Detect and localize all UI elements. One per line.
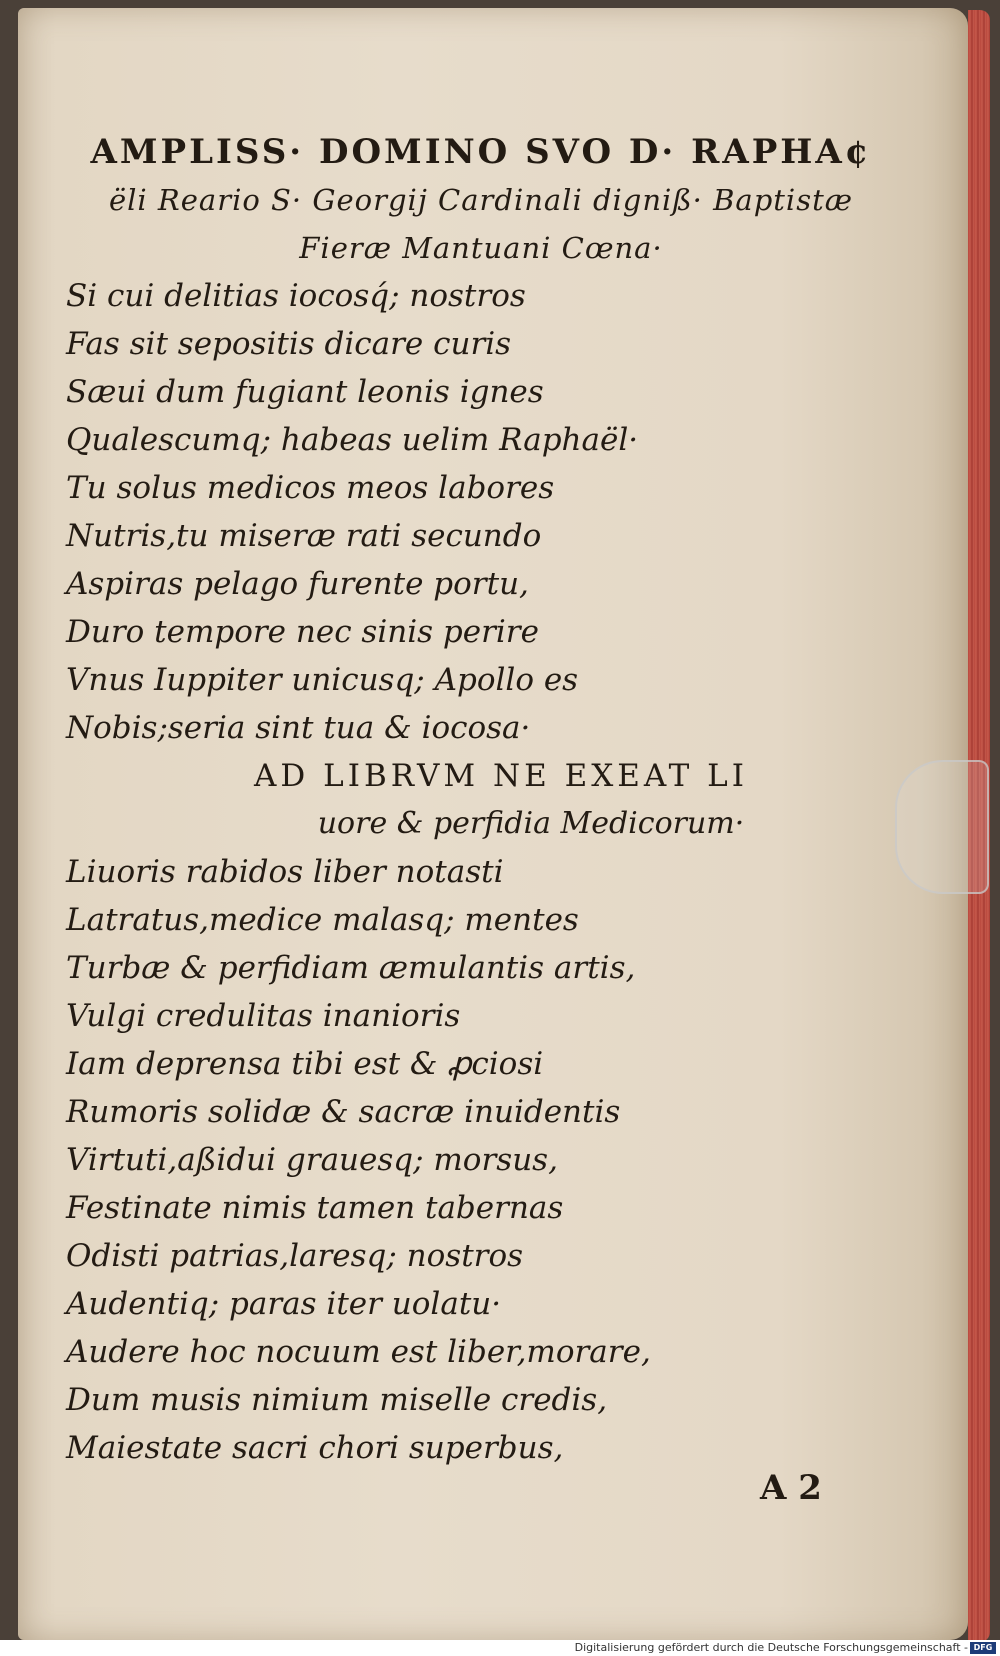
verse-line: Maiestate sacri chori superbus,: [66, 1430, 564, 1466]
verse-line: Dum musis nimium miselle credis,: [66, 1382, 608, 1418]
dedication-heading-line-2: ëli Reario S· Georgij Cardinali digniß· Baptistæ: [109, 183, 853, 217]
verse-line: Odisti patrias,laresq; nostros: [66, 1238, 524, 1274]
section-heading-line-1: AD LIBRVM NE EXEAT LI: [254, 758, 748, 794]
poem-ad-librum: [66, 848, 896, 1472]
verse-line: Duro tempore nec sinis perire: [66, 614, 539, 650]
verse-line: Liuoris rabidos liber notasti: [66, 854, 504, 890]
verse-line: Vnus Iuppiter unicusq; Apollo es: [66, 662, 579, 698]
signature-mark: A 2: [760, 1468, 822, 1508]
digitization-footer: [0, 1640, 1000, 1656]
verse-line: Festinate nimis tamen tabernas: [66, 1190, 564, 1226]
verse-line: Nutris,tu miseræ rati secundo: [66, 518, 542, 554]
dedication-heading-line-1: AMPLISS· DOMINO SVO D· RAPHA¢: [90, 132, 872, 172]
verse-line: Audere hoc nocuum est liber,morare,: [66, 1334, 651, 1370]
poem-dedication: [66, 272, 896, 752]
funding-credit: Digitalisierung gefördert durch die Deutsche Forschungsgemeinschaft -: [574, 1641, 968, 1654]
text-block: [66, 128, 896, 1472]
verse-line: Turbæ & perfidiam æmulantis artis,: [66, 950, 636, 986]
verse-line: Vulgi credulitas inanioris: [66, 998, 461, 1034]
verse-line: Audentiq; paras iter uolatu·: [66, 1286, 502, 1322]
verse-line: Tu solus medicos meos labores: [66, 470, 555, 506]
verse-line: Sæui dum fugiant leonis ignes: [66, 374, 544, 410]
verse-line: Qualescumq; habeas uelim Raphaël·: [66, 422, 639, 458]
verse-line: Nobis;seria sint tua & iocosa·: [66, 710, 531, 746]
verse-line: Rumoris solidæ & sacræ inuidentis: [66, 1094, 621, 1130]
verse-line: Latratus,medice malasq; mentes: [66, 902, 579, 938]
verse-line: Iam deprensa tibi est & ꝓciosi: [66, 1046, 544, 1082]
dedication-heading-line-3: Fieræ Mantuani Cœna·: [299, 231, 663, 265]
verse-line: Fas sit sepositis dicare curis: [66, 326, 512, 362]
verse-line: Virtuti,aßidui grauesq; morsus,: [66, 1142, 558, 1178]
section-heading-line-2: uore & perfidia Medicorum·: [317, 806, 745, 841]
dfg-logo-icon: DFG: [970, 1642, 996, 1654]
page-clip: [895, 760, 989, 894]
verse-line: Si cui delitias iocosq́; nostros: [66, 278, 526, 314]
verse-line: Aspiras pelago furente portu,: [66, 566, 529, 602]
